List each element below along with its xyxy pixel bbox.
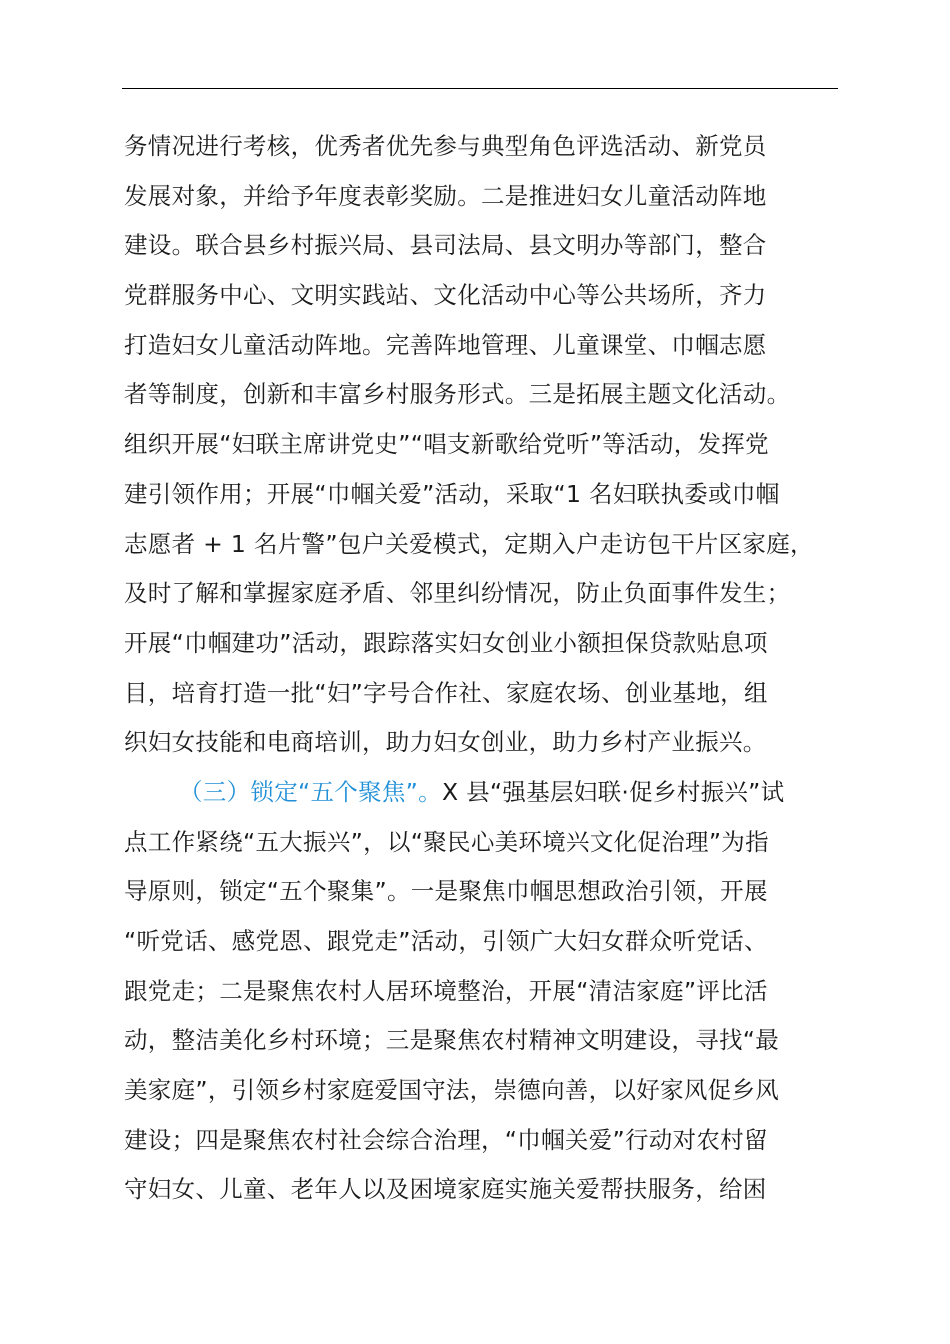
text-line: 志愿者 + 1 名片警”包户关爱模式，定期入户走访包干片区家庭， bbox=[124, 529, 814, 558]
text-line: 美家庭”，引领乡村家庭爱国守法，崇德向善，以好家风促乡风 bbox=[124, 1076, 780, 1105]
text-line: 党群服务中心、文明实践站、文化活动中心等公共场所，齐力 bbox=[124, 281, 767, 310]
text-line: 点工作紧绕“五大振兴”，以“聚民心美环境兴文化促治理”为指 bbox=[124, 827, 769, 856]
text-line: 目，培育打造一批“妇”字号合作社、家庭农场、创业基地，组 bbox=[124, 678, 768, 707]
text-line: 织妇女技能和电商培训，助力妇女创业，助力乡村产业振兴。 bbox=[124, 728, 767, 757]
heading-line-rest: X 县“强基层妇联·促乡村振兴”试 bbox=[441, 777, 785, 806]
section-heading: （三）锁定“五个聚焦”。 bbox=[179, 777, 442, 806]
text-line: 建设。联合县乡村振兴局、县司法局、县文明办等部门，整合 bbox=[124, 231, 767, 260]
text-line: 打造妇女儿童活动阵地。完善阵地管理、儿童课堂、巾帼志愿 bbox=[124, 330, 767, 359]
text-line: 建引领作用；开展“巾帼关爱”活动，采取“1 名妇联执委或巾帼 bbox=[124, 479, 780, 508]
paragraph-2-first-line bbox=[124, 768, 864, 818]
document-body bbox=[124, 122, 864, 1215]
text-line: 及时了解和掌握家庭矛盾、邻里纠纷情况，防止负面事件发生； bbox=[124, 579, 791, 608]
text-line: “听党话、感党恩、跟党走”活动，引领广大妇女群众听党话、 bbox=[124, 927, 768, 955]
paragraph-2 bbox=[124, 768, 864, 1215]
text-line: 导原则，锁定“五个聚集”。一是聚焦巾帼思想政治引领，开展 bbox=[124, 877, 768, 906]
text-line: 组织开展“妇联主席讲党史”“唱支新歌给党听”等活动，发挥党 bbox=[124, 430, 769, 459]
text-line: 动，整洁美化乡村环境；三是聚焦农村精神文明建设，寻找“最 bbox=[124, 1026, 780, 1055]
text-line: 跟党走；二是聚焦农村人居环境整治，开展“清洁家庭”评比活 bbox=[124, 976, 768, 1005]
header-rule bbox=[122, 88, 838, 89]
text-line: 发展对象，并给予年度表彰奖励。二是推进妇女儿童活动阵地 bbox=[124, 181, 767, 210]
text-line: 开展“巾帼建功”活动，跟踪落实妇女创业小额担保贷款贴息项 bbox=[124, 628, 768, 657]
text-line: 建设；四是聚焦农村社会综合治理，“巾帼关爱”行动对农村留 bbox=[124, 1125, 768, 1154]
text-line: 者等制度，创新和丰富乡村服务形式。三是拓展主题文化活动。 bbox=[124, 380, 791, 409]
text-line: 务情况进行考核，优秀者优先参与典型角色评选活动、新党员 bbox=[124, 132, 767, 160]
paragraph-1 bbox=[124, 122, 864, 768]
text-line: 守妇女、儿童、老年人以及困境家庭实施关爱帮扶服务，给困 bbox=[124, 1175, 767, 1204]
